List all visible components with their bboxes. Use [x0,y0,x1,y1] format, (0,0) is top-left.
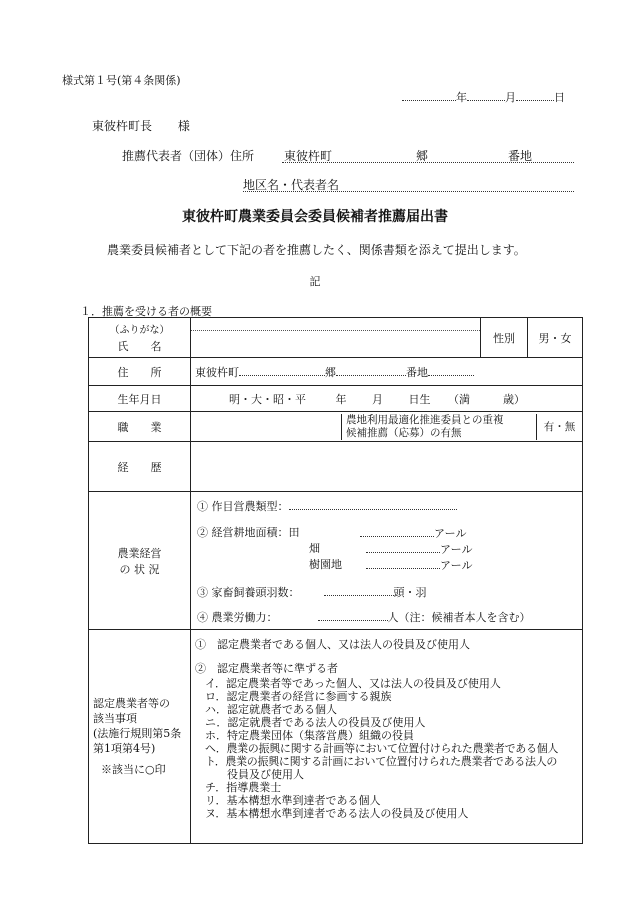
district-label: 地区名・代表者名 [243,178,340,192]
livestock-blank[interactable] [324,583,394,596]
farm-label-2: の 状 況 [119,562,160,576]
candidate-table [88,317,583,844]
certified-list-cell [191,630,583,844]
name-row [89,318,583,358]
rice-field-blank[interactable] [360,524,434,537]
career-input[interactable] [191,442,583,492]
career-label: 経 歴 [89,442,191,492]
job-cell [191,412,583,442]
furigana-divider [191,330,480,331]
sub-item-ri[interactable]: リ．基本構想水準到達者である個人 [205,794,381,807]
birth-age: （満 歳） [448,392,525,406]
farm-item-4-label: ④ 農業労働力： [197,610,278,624]
form-number: 様式第１号(第４条関係) [62,74,181,87]
sub-item-to-cont: 役員及び使用人 [205,768,304,781]
address-go: 郷 [325,366,336,379]
month-blank[interactable] [467,88,505,101]
birth-row [89,386,583,412]
intro-text: 農業委員候補者として下記の者を推薦したく、関係書類を添えて提出します。 [107,243,526,257]
addressee-honorific: 様 [177,119,190,133]
ki-label: 記 [309,275,321,288]
farm-item-4 [197,608,531,625]
orchard-blank[interactable] [366,556,440,569]
farm-status-cell [191,492,583,630]
address-row [89,358,583,386]
sub-item-i[interactable]: イ．認定農業者等であった個人、又は法人の役員及び使用人 [205,677,501,690]
certified-label-3: (法施行規則第5条 [93,727,182,740]
farm-row [89,492,583,630]
certified-sub-list [195,677,578,820]
orchard-label: 樹園地 [309,557,342,571]
job-subtable [191,414,582,440]
addressee [92,117,190,134]
upland-label: 畑 [309,541,320,555]
address-banchi: 番地 [406,366,428,379]
orchard-unit: アール [440,558,473,572]
address-blank-3[interactable] [428,363,474,376]
labor-unit: 人（注：候補者本人を含む） [387,610,531,624]
recommender-banchi: 番地 [508,149,533,163]
sub-item-ni[interactable]: ニ．認定就農者である法人の役員及び使用人 [205,716,426,729]
upland-area [366,540,472,557]
address-label: 住 所 [89,358,191,386]
recommender-address-field[interactable] [282,147,574,163]
month-label: 月 [505,91,516,104]
date-line [402,88,565,105]
addressee-name: 東彼杵町長 [92,119,153,133]
job-row [89,412,583,442]
address-town: 東彼杵町 [195,366,239,379]
recommender-address-row [122,147,254,164]
sub-item-ro[interactable]: ロ．認定農業者の経営に参画する親族 [205,690,392,703]
rice-field-unit: アール [434,526,467,540]
job-input[interactable] [191,414,342,440]
sub-item-ho[interactable]: ホ．特定農業団体（集落営農）組織の役員 [205,729,414,742]
year-label: 年 [456,91,467,104]
document-title: 東彼杵町農業委員会委員候補者推薦届出書 [182,209,448,225]
gender-options[interactable]: 男・女 [528,318,583,358]
recommender-town: 東彼杵町 [284,149,333,163]
certified-item-1[interactable]: ① 認定農業者である個人、又は法人の役員及び使用人 [195,638,470,651]
recommender-label: 推薦代表者（団体）住所 [122,149,255,163]
name-label-cell [89,318,191,358]
certified-label-2: 該当事項 [93,712,137,725]
birth-month: 月 [372,392,383,406]
year-blank[interactable] [402,88,456,101]
certified-row [89,630,583,844]
upland-blank[interactable] [366,540,440,553]
birth-label: 生年月日 [89,386,191,412]
certified-item-2[interactable]: ② 認定農業者等に準ずる者 [195,662,338,675]
address-input-cell[interactable] [191,358,583,386]
duplicate-options[interactable]: 有・無 [543,421,576,433]
district-representative-field[interactable] [243,176,574,192]
section-heading: １．推薦を受ける者の概要 [80,305,212,318]
job-label: 職 業 [89,412,191,442]
sub-item-nu[interactable]: ヌ．基本構想水準到達者である法人の役員及び使用人 [205,807,469,820]
certified-note: ※該当に○印 [101,763,166,776]
name-label: 氏 名 [117,340,162,353]
farm-label-1: 農業経営 [117,546,162,560]
farm-item-2 [197,524,300,540]
furigana-label: （ふりがな） [109,325,170,336]
farm-item-2-label: ② 経営耕地面積：田 [197,525,300,539]
farm-item-3 [197,583,427,600]
birth-input-cell[interactable] [191,386,583,412]
birth-era: 明・大・昭・平 [229,392,306,406]
birth-day: 日生 [408,392,431,406]
career-row [89,442,583,492]
farm-item-1 [197,497,457,514]
gender-label: 性別 [481,318,528,358]
orchard-area [366,556,472,573]
day-label: 日 [554,91,565,104]
labor-blank[interactable] [318,608,388,621]
certified-label-1: 認定農業者等の [93,697,170,710]
sub-item-chi[interactable]: チ．指導農業士 [205,781,282,794]
upland-unit: アール [440,542,473,556]
farm-type-blank[interactable] [289,497,457,510]
farm-label-cell [89,492,191,630]
day-blank[interactable] [516,88,554,101]
duplicate-question [342,414,537,440]
livestock-unit: 頭・羽 [393,585,427,599]
farm-item-1-label: ① 作目営農類型： [197,499,289,513]
duplicate-text-2: 候補推薦（応募）の有無 [346,426,462,439]
birth-year: 年 [335,392,347,406]
certified-label-cell [89,630,191,844]
sub-item-to[interactable]: ト．農業の振興に関する計画において位置付けられた農業者である法人の [205,755,558,768]
recommender-go: 郷 [416,149,429,163]
address-blank-2[interactable] [336,363,406,376]
name-input-cell[interactable] [191,318,481,358]
farm-item-3-label: ③ 家畜飼養頭羽数： [197,585,300,599]
duplicate-text-1: 農地利用最適化推進委員との重複 [346,413,504,426]
address-blank-1[interactable] [239,363,325,376]
sub-item-ha[interactable]: ハ．認定就農者である個人 [205,703,337,716]
rice-field-area [360,524,466,541]
certified-label-4: 第1項第4号) [93,742,156,755]
sub-item-he[interactable]: ヘ．農業の振興に関する計画等において位置付けられた農業者である個人 [205,742,559,755]
